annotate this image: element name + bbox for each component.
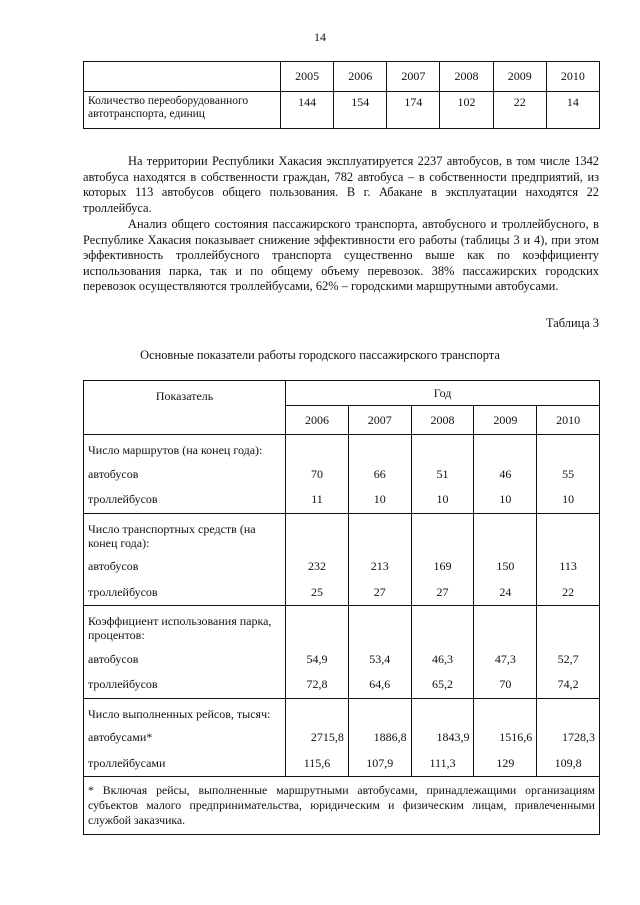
table-cell: 55 <box>537 461 600 487</box>
table-cell: 102 <box>440 92 493 129</box>
table-cell: 115,6 <box>286 751 349 777</box>
table-cell: 169 <box>411 554 474 580</box>
table-cell: 72,8 <box>286 672 349 698</box>
footnote: * Включая рейсы, выполненные маршрутными автобусами, принадлежащими организациям субъектов малого предпринимательства, юридическим и физическим лицам, привлеченными службой заказчика. <box>84 777 600 835</box>
table-cell: 109,8 <box>537 751 600 777</box>
row-label: троллейбусов <box>84 672 286 698</box>
table-cell: 154 <box>334 92 387 129</box>
table-cell: 1516,6 <box>474 725 537 751</box>
transport-indicators-table <box>83 380 600 835</box>
table-cell: 27 <box>411 580 474 606</box>
table-cell: 24 <box>474 580 537 606</box>
table-cell: 107,9 <box>348 751 411 777</box>
table-cell: 74,2 <box>537 672 600 698</box>
table-cell: 129 <box>474 751 537 777</box>
table-cell: 64,6 <box>348 672 411 698</box>
year-header: 2008 <box>411 406 474 435</box>
row-label: троллейбусов <box>84 580 286 606</box>
table-cell: 46,3 <box>411 646 474 672</box>
table-cell: 70 <box>286 461 349 487</box>
year-header: 2005 <box>281 62 334 92</box>
table-cell: 10 <box>474 487 537 513</box>
year-header: 2007 <box>348 406 411 435</box>
year-header: 2009 <box>474 406 537 435</box>
table-row <box>84 646 600 672</box>
table-cell: 54,9 <box>286 646 349 672</box>
table-header-row <box>84 381 600 406</box>
table-cell: 232 <box>286 554 349 580</box>
row-label: троллейбусов <box>84 487 286 513</box>
table-cell: 10 <box>537 487 600 513</box>
conversion-table <box>83 61 600 129</box>
paragraph-buses-count: На территории Республики Хакасия эксплуатируется 2237 автобусов, в том числе 1342 автобуса находятся в собственности граждан, 782 автобуса – в собственности предприятий, из которых 113 автобусов общего пользования. В г. Абакане в эксплуатации находятся 22 троллейбуса. <box>83 154 599 215</box>
table-cell: 1728,3 <box>537 725 600 751</box>
table-cell: 1886,8 <box>348 725 411 751</box>
empty-header-cell <box>84 62 281 92</box>
table-cell: 52,7 <box>537 646 600 672</box>
conversion-table-header <box>84 62 600 92</box>
year-header: 2008 <box>440 62 493 92</box>
year-header: 2006 <box>334 62 387 92</box>
year-header: 2009 <box>493 62 546 92</box>
table-cell: 22 <box>493 92 546 129</box>
table-cell: 27 <box>348 580 411 606</box>
table-cell: 14 <box>546 92 599 129</box>
table-cell: 11 <box>286 487 349 513</box>
paragraph-analysis: Анализ общего состояния пассажирского транспорта, автобусного и троллейбусного, в Республике Хакасия показывает снижение эффективности его работы (таблицы 3 и 4), при этом эффективность троллейбусного транспорта существенно выше как по коэффициенту использования парка, так и по общему объему перевозок. 38% пассажирских городских перевозок осуществляются троллейбусами, 62% – городскими маршрутными автобусами. <box>83 217 599 294</box>
table-title: Основные показатели работы городского пассажирского транспорта <box>140 348 500 362</box>
row-label: автобусов <box>84 554 286 580</box>
table-row <box>84 461 600 487</box>
table-cell: 213 <box>348 554 411 580</box>
year-group-header: Год <box>286 381 600 406</box>
footnote-row <box>84 777 600 835</box>
table-row <box>84 725 600 751</box>
table-row <box>84 672 600 698</box>
table-cell: 47,3 <box>474 646 537 672</box>
row-label: Количество переоборудованного автотранспорта, единиц <box>84 92 281 129</box>
section-title: Число выполненных рейсов, тысяч: <box>84 698 286 725</box>
table-row <box>84 487 600 513</box>
section-title-row <box>84 513 600 554</box>
row-label: автобусов <box>84 646 286 672</box>
section-title-row <box>84 698 600 725</box>
table-cell: 22 <box>537 580 600 606</box>
page-number: 14 <box>314 30 326 44</box>
table-cell: 1843,9 <box>411 725 474 751</box>
table-cell: 144 <box>281 92 334 129</box>
section-title: Число транспортных средств (на конец года): <box>84 513 286 554</box>
row-label: троллейбусами <box>84 751 286 777</box>
section-title: Число маршрутов (на конец года): <box>84 435 286 462</box>
table-cell: 46 <box>474 461 537 487</box>
table-cell: 10 <box>348 487 411 513</box>
table-row <box>84 580 600 606</box>
indicator-header: Показатель <box>84 381 286 435</box>
section-title-row <box>84 606 600 647</box>
year-header: 2010 <box>537 406 600 435</box>
table-cell: 51 <box>411 461 474 487</box>
table-cell: 150 <box>474 554 537 580</box>
table-cell: 113 <box>537 554 600 580</box>
table-cell: 111,3 <box>411 751 474 777</box>
table-cell: 65,2 <box>411 672 474 698</box>
table-row <box>84 751 600 777</box>
year-header: 2007 <box>387 62 440 92</box>
table-cell: 25 <box>286 580 349 606</box>
table-cell: 70 <box>474 672 537 698</box>
row-label: автобусов <box>84 461 286 487</box>
table-cell: 2715,8 <box>286 725 349 751</box>
row-label: автобусами* <box>84 725 286 751</box>
table-cell: 10 <box>411 487 474 513</box>
table-row <box>84 92 600 129</box>
table-cell: 66 <box>348 461 411 487</box>
year-header: 2006 <box>286 406 349 435</box>
table-row <box>84 554 600 580</box>
table-caption: Таблица 3 <box>546 316 599 330</box>
table-cell: 53,4 <box>348 646 411 672</box>
section-title-row <box>84 435 600 462</box>
section-title: Коэффициент использования парка, процентов: <box>84 606 286 647</box>
year-header: 2010 <box>546 62 599 92</box>
table-cell: 174 <box>387 92 440 129</box>
